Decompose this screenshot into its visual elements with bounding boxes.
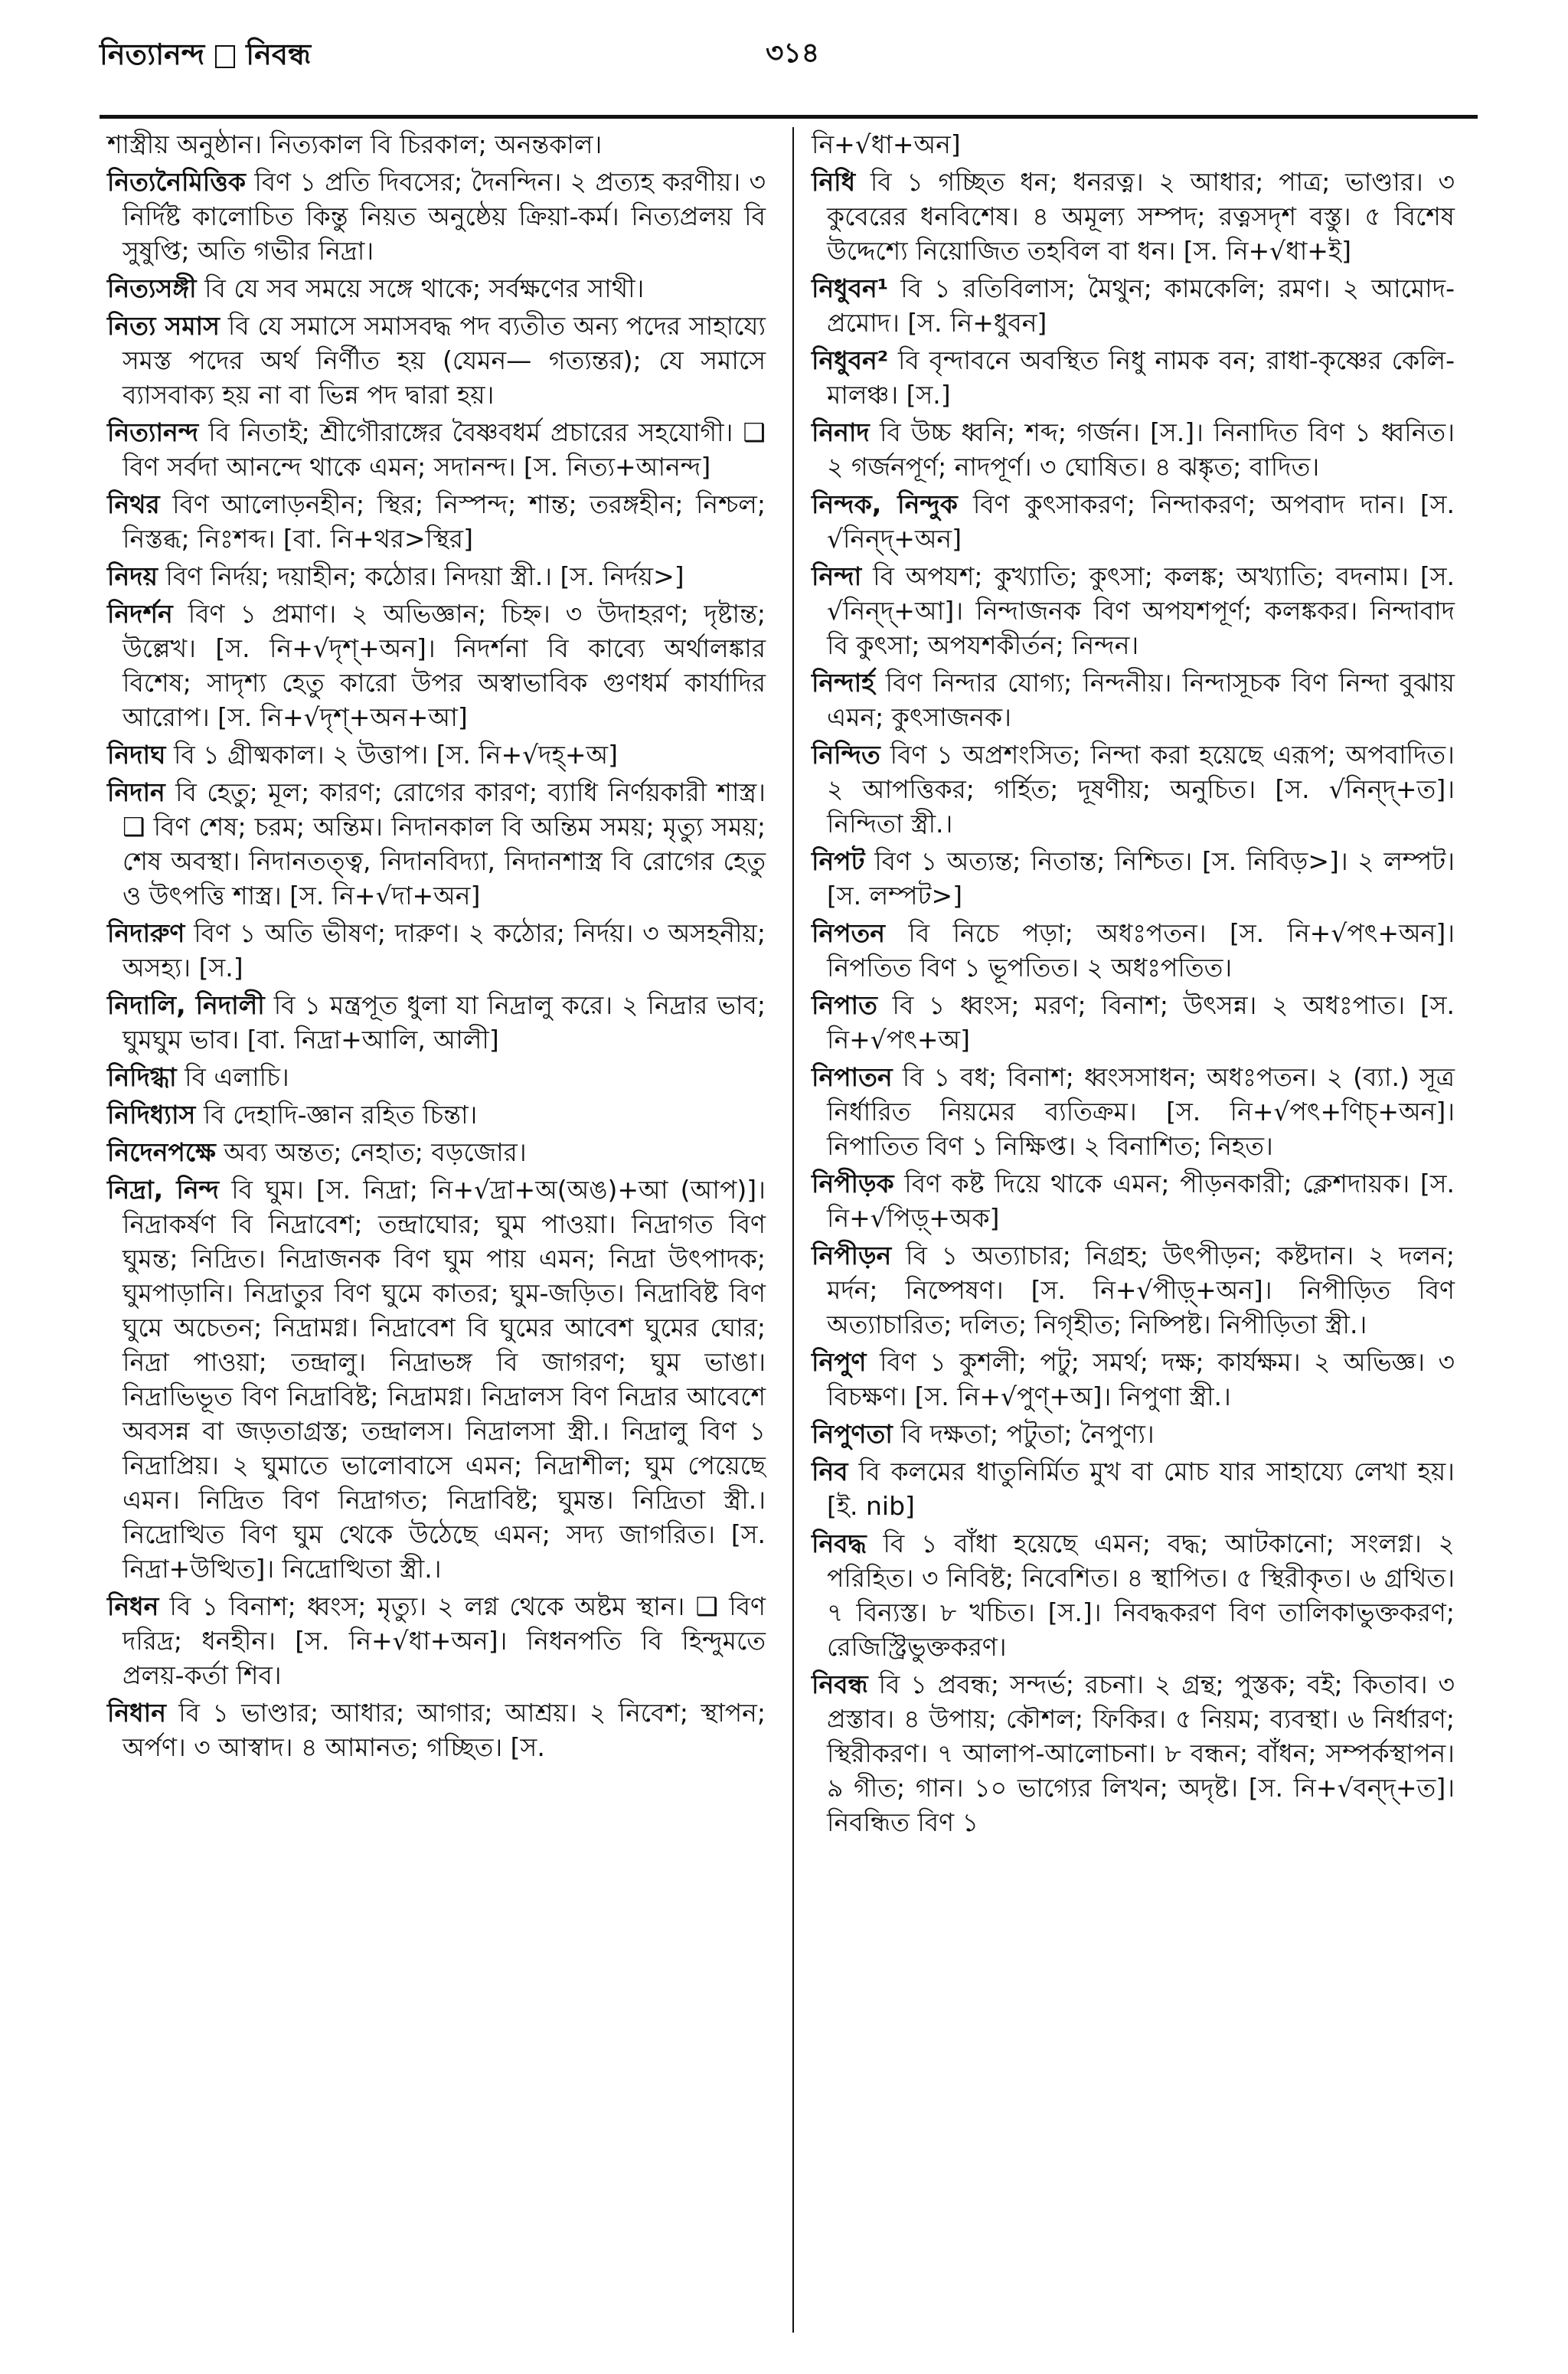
dictionary-entry [812,988,1455,1057]
definition-text: বি এলাচি। [185,1062,289,1092]
definition-text: বি হেতু; মূল; কারণ; রোগের কারণ; ব্যাধি নির্ণয়কারী শাস্ত্র। ❑ বিণ শেষ; চরম; অন্তিম। নিদানকাল বি অন্তিম সময়; মৃত্যু সময়; শেষ অবস্থা। নিদানতত্ত্ব, নিদানবিদ্যা, নিদানশাস্ত্র বি রোগের হেতু ও উৎপত্তি শাস্ত্র। [স. নি+√দা+অন] [122,777,766,911]
dictionary-entry [107,1589,766,1692]
definition-text: বি ১ বিনাশ; ধ্বংস; মৃত্যু। ২ লগ্ন থেকে অষ্টম স্থান। ❑ বিণ দরিদ্র; ধনহীন। [স. নি+√ধা+অন]। নিধনপতি বি হিন্দুমতে প্রলয়-কর্তা শিব। [122,1591,766,1690]
dictionary-entry [812,916,1455,985]
right-column [812,127,1455,1843]
header-rule [100,115,1478,119]
definition-text: বিণ ১ প্রমাণ। ২ অভিজ্ঞান; চিহ্ন। ৩ উদাহরণ; দৃষ্টান্ত; উল্লেখ। [স. নি+√দৃশ্+অন]। নিদর্শনা বি কাব্যে অর্থালঙ্কার বিশেষ; সাদৃশ্য হেতু কারো উপর অস্বাভাবিক গুণধর্ম কার্যাদির আরোপ। [স. নি+√দৃশ্+অন+আ] [122,599,766,732]
dictionary-entry [107,597,766,734]
dictionary-entry [107,916,766,985]
definition-text: অব্য অন্তত; নেহাত; বড়জোর। [224,1137,527,1167]
headword: নিথর [107,489,160,519]
dictionary-entry [107,559,766,594]
definition-text: বিণ আলোড়নহীন; স্থির; নিস্পন্দ; শান্ত; তরঙ্গহীন; নিশ্চল; নিস্তব্ধ; নিঃশব্দ। [বা. নি+থর>স্থির] [122,489,766,554]
definition-text: বিণ নিন্দার যোগ্য; নিন্দনীয়। নিন্দাসূচক বিণ নিন্দা বুঝায় এমন; কুৎসাজনক। [827,668,1455,732]
headword: নিপতন [812,918,885,948]
definition-text: বি অপযশ; কুখ্যাতি; কুৎসা; কলঙ্ক; অখ্যাতি; বদনাম। [স. √নিন্দ্+আ]। নিন্দাজনক বিণ অপযশপূর্ণ; কলঙ্ককর। নিন্দাবাদ বি কুৎসা; অপযশকীর্তন; নিন্দন। [827,561,1455,660]
definition-text: বিণ কুৎসাকরণ; নিন্দাকরণ; অপবাদ দান। [স. √নিন্দ্+অন] [827,489,1455,554]
dictionary-entry [107,415,766,484]
headword: নিব [812,1457,848,1486]
definition-text: বি যে সব সময়ে সঙ্গে থাকে; সর্বক্ষণের সাথী। [204,273,645,303]
headword: নিদয় [107,561,158,591]
definition-text: বি যে সমাসে সমাসবদ্ধ পদ ব্যতীত অন্য পদের সাহায্যে সমস্ত পদের অর্থ নির্ণীত হয় (যেমন— গত্যন্তর); যে সমাসে ব্যাসবাক্য হয় না বা ভিন্ন পদ দ্বারা হয়। [122,311,766,410]
dictionary-entry [107,775,766,913]
headword: নিদাঘ [107,740,166,770]
headword: নিধন [107,1591,159,1621]
dictionary-entry [812,665,1455,734]
headword: নিবন্ধ [812,1669,868,1699]
page-number: ৩১৪ [766,38,820,69]
headword: নিবদ্ধ [812,1529,867,1558]
headword: নিপীড়ক [812,1169,894,1198]
headword: নিপুণতা [812,1419,893,1449]
headword: নিত্যসঙ্গী [107,273,197,303]
definition-text: বি দেহাদি-জ্ঞান রহিত চিন্তা। [203,1100,478,1130]
definition-text: বিণ ১ প্রতি দিবসের; দৈনন্দিন। ২ প্রত্যহ করণীয়। ৩ নির্দিষ্ট কালোচিত কিন্তু নিয়ত অনুষ্ঠেয় ক্রিয়া-কর্ম। নিত্যপ্রলয় বি সুষুপ্তি; অতি গভীর নিদ্রা। [122,167,766,266]
dictionary-entry [107,487,766,556]
definition-text: বি ১ মন্ত্রপূত ধুলা যা নিদ্রালু করে। ২ নিদ্রার ভাব; ঘুমঘুম ভাব। [বা. নিদ্রা+আলি, আলী] [122,990,766,1055]
dictionary-entry [812,165,1455,268]
dictionary-entry [812,415,1455,484]
headword: নিধুবন² [812,345,889,375]
definition-text: বি ১ রতিবিলাস; মৈথুন; কামকেলি; রমণ। ২ আমোদ-প্রমোদ। [স. নি+ধুবন] [827,273,1455,338]
definition-text: বি ১ প্রবন্ধ; সন্দর্ভ; রচনা। ২ গ্রন্থ; পুস্তক; বই; কিতাব। ৩ প্রস্তাব। ৪ উপায়; কৌশল; ফিকির। ৫ নিয়ম; ব্যবস্থা। ৬ নির্ধারণ; স্থিরীকরণ। ৭ আলাপ-আলোচনা। ৮ বন্ধন; বাঁধন; সম্পর্কস্থাপন। ৯ গীত; গান। ১০ ভাগ্যের লিখন; অদৃষ্ট। [স. নি+√বন্দ্+ত]। নিবন্ধিত বিণ ১ [827,1669,1455,1837]
definition-text: বিণ ১ অপ্রশংসিত; নিন্দা করা হয়েছে এরূপ; অপবাদিত। ২ আপত্তিকর; গর্হিত; দূষণীয়; অনুচিত। [স. √নিন্দ্+ত]। নিন্দিতা স্ত্রী.। [827,740,1455,839]
definition-text: বিণ নির্দয়; দয়াহীন; কঠোর। নিদয়া স্ত্রী.। [স. নির্দয়>] [165,561,684,591]
definition-text: বি উচ্চ ধ্বনি; শব্দ; গর্জন। [স.]। নিনাদিত বিণ ১ ধ্বনিত। ২ গর্জনপূর্ণ; নাদপূর্ণ। ৩ ঘোষিত। ৪ ঝঙ্কৃত; বাদিত। [827,417,1455,482]
definition-text: নি+√ধা+অন] [812,129,961,159]
definition-text: বি ঘুম। [স. নিদ্রা; নি+√দ্রা+অ(অঙ)+আ (আপ)]। নিদ্রাকর্ষণ বি নিদ্রাবেশ; তন্দ্রাঘোর; ঘুম পাওয়া। নিদ্রাগত বিণ ঘুমন্ত; নিদ্রিত। নিদ্রাজনক বিণ ঘুম পায় এমন; নিদ্রা উৎপাদক; ঘুমপাড়ানি। নিদ্রাতুর বিণ ঘুমে কাতর; ঘুম-জড়িত। নিদ্রাবিষ্ট বিণ ঘুমে অচেতন; নিদ্রামগ্ন। নিদ্রাবেশ বি ঘুমের আবেশ ঘুমের ঘোর; নিদ্রা পাওয়া; তন্দ্রালু। নিদ্রাভঙ্গ বি জাগরণ; ঘুম ভাঙা। নিদ্রাভিভূত বিণ নিদ্রাবিষ্ট; নিদ্রামগ্ন। নিদ্রালস বিণ নিদ্রার আবেশে অবসন্ন বা জড়তাগ্রস্ত; তন্দ্রালস। নিদ্রালসা স্ত্রী.। নিদ্রালু বিণ ১ নিদ্রাপ্রিয়। ২ ঘুমাতে ভালোবাসে এমন; নিদ্রাশীল; ঘুম পেয়েছে এমন। নিদ্রিত বিণ নিদ্রাগত; নিদ্রাবিষ্ট; ঘুমন্ত। নিদ্রিতা স্ত্রী.। নিদ্রোত্থিত বিণ ঘুম থেকে উঠেছে এমন; সদ্য জাগরিত। [স. নিদ্রা+উত্থিত]। নিদ্রোত্থিতা স্ত্রী.। [122,1175,766,1584]
headword: নিন্দিত [812,740,880,770]
headword: নিন্দা [812,561,862,591]
dictionary-entry [812,343,1455,412]
headword: নিপট [812,846,865,876]
definition-text: বি ১ গচ্ছিত ধন; ধনরত্ন। ২ আধার; পাত্র; ভাণ্ডার। ৩ কুবেরের ধনবিশেষ। ৪ অমূল্য সম্পদ; রত্নসদৃশ বস্তু। ৫ বিশেষ উদ্দেশ্যে নিয়োজিত তহবিল বা ধন। [স. নি+√ধা+ই] [827,167,1455,266]
page-header [100,32,1485,93]
column-divider [792,127,794,2333]
headword: নিদারুণ [107,918,185,948]
dictionary-entry [107,1135,766,1169]
headword: নিদর্শন [107,599,173,629]
dictionary-entry [812,1526,1455,1664]
headword: নিধান [107,1698,166,1728]
headword: নিধি [812,167,856,197]
definition-text: বিণ ১ অতি ভীষণ; দারুণ। ২ কঠোর; নির্দয়। ৩ অসহনীয়; অসহ্য। [স.] [122,918,766,983]
headword: নিধুবন¹ [812,273,889,303]
headword: নিদেনপক্ষে [107,1137,216,1167]
dictionary-entry [812,1667,1455,1839]
headword: নিদিগ্ধা [107,1062,177,1092]
definition-text: বি কলমের ধাতুনির্মিত মুখ বা মোচ যার সাহায্যে লেখা হয়। [ই. nib] [827,1457,1455,1521]
definition-text: বি নিতাই; শ্রীগৌরাঙ্গের বৈষ্ণবধর্ম প্রচারের সহযোগী। ❑ বিণ সর্বদা আনন্দে থাকে এমন; সদানন্দ। [স. নিত্য+আনন্দ] [122,417,766,482]
headword: নিত্যনৈমিত্তিক [107,167,246,197]
definition-text: বিণ কষ্ট দিয়ে থাকে এমন; পীড়নকারী; ক্লেশদায়ক। [স. নি+√পিড়্+অক] [827,1169,1455,1233]
dictionary-entry [107,271,766,306]
headword: নিন্দার্হ [812,668,875,698]
dictionary-entry [107,1060,766,1094]
definition-text: বি ১ ভাণ্ডার; আধার; আগার; আশ্রয়। ২ নিবেশ; স্থাপন; অর্পণ। ৩ আস্বাদ। ৪ আমানত; গচ্ছিত। [স. [122,1698,766,1762]
definition-text: বি ১ ধ্বংস; মরণ; বিনাশ; উৎসন্ন। ২ অধঃপাত। [স. নি+√পৎ+অ] [827,990,1455,1055]
dictionary-entry [107,737,766,772]
dictionary-entry [812,1454,1455,1523]
dictionary-entry [812,1238,1455,1342]
dictionary-entry [107,988,766,1057]
headword: নিপাতন [812,1062,893,1092]
headword: নিপুণ [812,1347,867,1377]
guide-words [100,32,311,81]
box-icon [215,45,235,68]
left-column [107,127,766,1767]
headword: নিত্যানন্দ [107,417,199,447]
dictionary-entry [107,127,766,162]
definition-text: বি ১ গ্রীষ্মকাল। ২ উত্তাপ। [স. নি+√দহ্+অ] [173,740,618,770]
definition-text: বি বৃন্দাবনে অবস্থিত নিধু নামক বন; রাধা-কৃষ্ণের কেলি-মালঞ্চ। [স.] [827,345,1455,410]
headword: নিন্দক, নিন্দুক [812,489,958,519]
dictionary-entry [812,1345,1455,1414]
dictionary-entry [812,487,1455,556]
definition-text: শাস্ত্রীয় অনুষ্ঠান। নিত্যকাল বি চিরকাল; অনন্তকাল। [107,129,603,159]
dictionary-entry [107,1097,766,1132]
definition-text: বিণ ১ কুশলী; পটু; সমর্থ; দক্ষ; কার্যক্ষম। ২ অভিজ্ঞ। ৩ বিচক্ষণ। [স. নি+√পুণ্+অ]। নিপুণা স্ত্রী.। [827,1347,1455,1411]
dictionary-entry [812,844,1455,913]
headword: নিদ্রা, নিন্দ [107,1175,219,1205]
definition-text: বি নিচে পড়া; অধঃপতন। [স. নি+√পৎ+অন]। নিপতিত বিণ ১ ভূপতিত। ২ অধঃপতিত। [827,918,1455,983]
dictionary-entry [812,737,1455,841]
headword: নিদান [107,777,165,807]
definition-text: বি ১ অত্যাচার; নিগ্রহ; উৎপীড়ন; কষ্টদান। ২ দলন; মর্দন; নিষ্পেষণ। [স. নি+√পীড়্+অন]। নিপীড়িত বিণ অত্যাচারিত; দলিত; নিগৃহীত; নিষ্পিষ্ট। নিপীড়িতা স্ত্রী.। [827,1241,1455,1339]
headword: নিপীড়ন [812,1241,892,1270]
headword: নিদিধ্যাস [107,1100,196,1130]
headword: নিত্য সমাস [107,311,220,341]
definition-text: বি দক্ষতা; পটুতা; নৈপুণ্য। [900,1419,1155,1449]
dictionary-entry [107,1695,766,1764]
definition-text: বি ১ বাঁধা হয়েছে এমন; বদ্ধ; আটকানো; সংলগ্ন। ২ পরিহিত। ৩ নিবিষ্ট; নিবেশিত। ৪ স্থাপিত। ৫ স্থিরীকৃত। ৬ গ্রথিত। ৭ বিন্যস্ত। ৮ খচিত। [স.]। নিবদ্ধকরণ বিণ তালিকাভুক্তকরণ; রেজিস্ট্রিভুক্তকরণ। [827,1529,1455,1662]
dictionary-entry [812,559,1455,662]
dictionary-entry [812,1417,1455,1451]
dictionary-entry [107,165,766,268]
dictionary-entry [812,1166,1455,1235]
guide-word-last: নিবন্ধ [246,38,312,71]
dictionary-entry [107,1172,766,1586]
dictionary-entry [107,309,766,412]
dictionary-entry [812,1060,1455,1163]
headword: নিপাত [812,990,877,1020]
guide-word-first: নিত্যানন্দ [100,38,205,71]
dictionary-entry [812,127,1455,162]
definition-text: বি ১ বধ; বিনাশ; ধ্বংসসাধন; অধঃপতন। ২ (ব্যা.) সূত্র নির্ধারিত নিয়মের ব্যতিক্রম। [স. নি+√পৎ+ণিচ্+অন]। নিপাতিত বিণ ১ নিক্ষিপ্ত। ২ বিনাশিত; নিহত। [827,1062,1455,1161]
headword: নিনাদ [812,417,870,447]
headword: নিদালি, নিদালী [107,990,265,1020]
dictionary-entry [812,271,1455,340]
definition-text: বিণ ১ অত্যন্ত; নিতান্ত; নিশ্চিত। [স. নিবিড়>]। ২ লম্পট। [স. লম্পট>] [827,846,1455,911]
